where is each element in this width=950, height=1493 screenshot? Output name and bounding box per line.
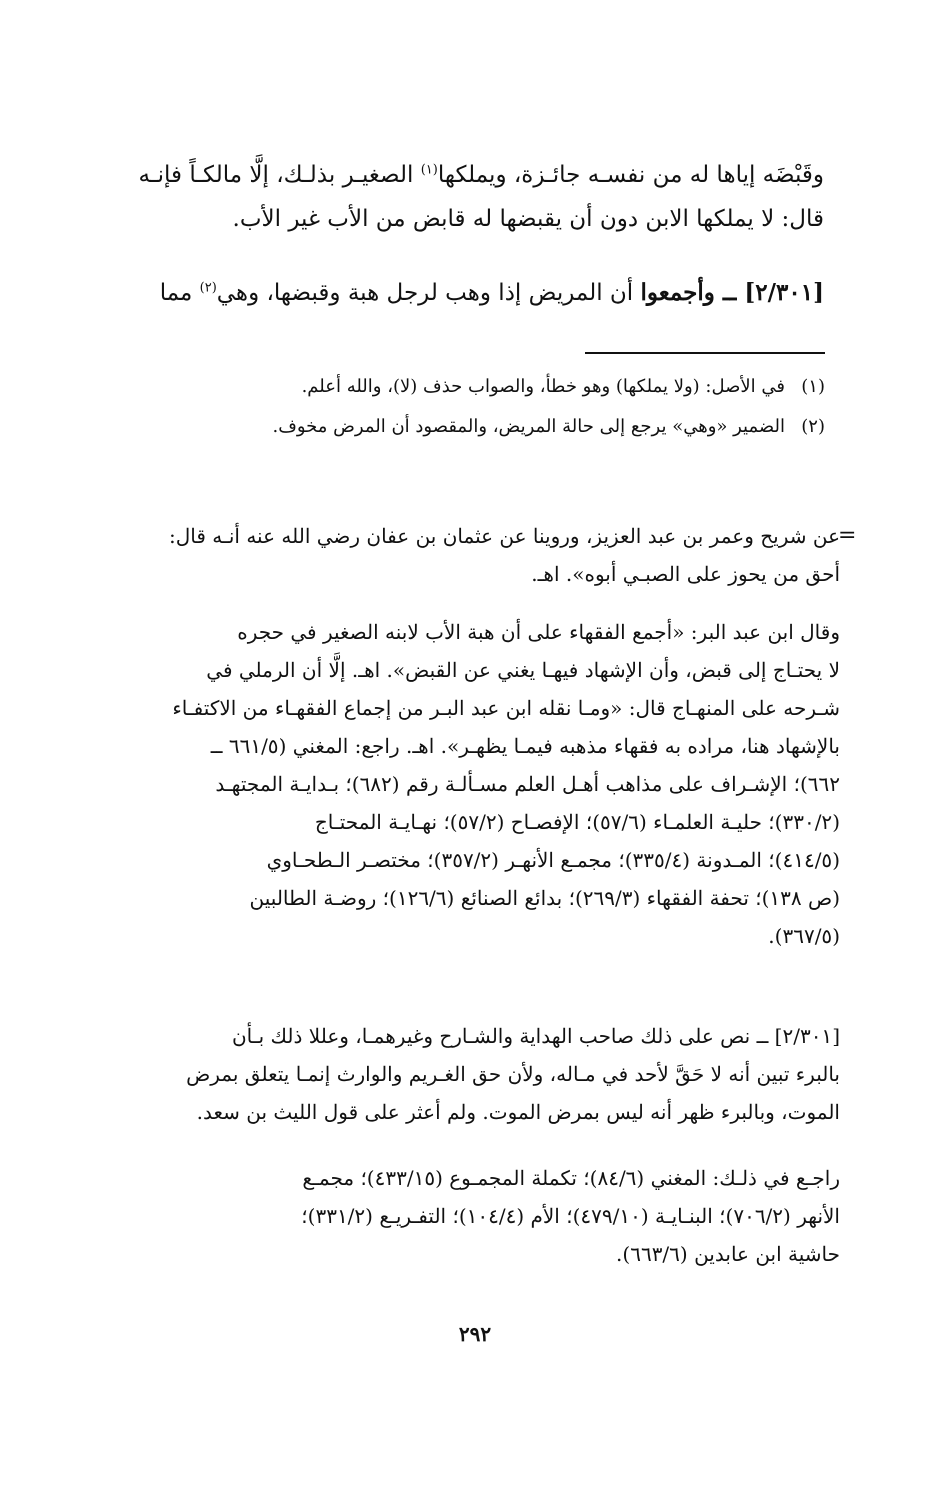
main-line-1: وقَبْضَه إياها له من نفسـه جائـزة، ويملكها$^{(١)}$ الصغيـر بذلـك، إلَّا مالكـاً فإنـه xyxy=(138,162,824,188)
commentary-paragraph-1 xyxy=(84,517,840,593)
commentary-paragraph-4 xyxy=(84,1159,840,1273)
footnote-ref-2[interactable]: (٢) xyxy=(199,280,217,296)
commentary-line: ٦٦٢)؛ الإشـراف على مذاهب أهـل العلم مسـألـة رقم (٦٨٢)؛ بـدايـة المجتهـد xyxy=(215,772,840,796)
commentary-paragraph-2 xyxy=(84,613,840,955)
commentary-line: (٣٣٠/٢)؛ حليـة العلمـاء (٥٧/٦)؛ الإفصـاح (٥٧/٢)؛ نهـايـة المحتـاج xyxy=(314,810,840,834)
commentary-line: أحق من يحوز على الصبـي أبوه». اهـ. xyxy=(531,562,840,586)
footnote-separator xyxy=(585,352,825,354)
footnote-ref-1[interactable]: (١) xyxy=(420,162,438,178)
page-number: ٢٩٢ xyxy=(458,1322,492,1346)
commentary-paragraph-3 xyxy=(84,1017,840,1131)
commentary-line: عن شريح وعمر بن عبد العزيز، وروينا عن عثمان بن عفان رضي الله عنه أنـه قال: xyxy=(168,524,840,548)
footnote-1 xyxy=(150,367,825,407)
continuation-mark: = xyxy=(838,523,857,548)
commentary-line: لا يحتـاج إلى قبض، وأن الإشهاد فيهـا يغني عن القبض». اهـ. إلَّا أن الرملي في xyxy=(206,658,840,682)
issue-reference: [٢/٣٠١] ــ وأجمعوا xyxy=(640,279,824,306)
commentary-line: راجـع في ذلـك: المغني (٨٤/٦)؛ تكملة المجمـوع (٤٣٣/١٥)؛ مجمـع xyxy=(302,1166,840,1190)
commentary-line: الموت، وبالبرء ظهر أنه ليس بمرض الموت. ولم أعثر على قول الليث بن سعد. xyxy=(196,1100,840,1124)
commentary-line: وقال ابن عبد البر: «أجمع الفقهاء على أن هبة الأب لابنه الصغير في حجره xyxy=(237,620,840,644)
commentary-line: حاشية ابن عابدين (٦٦٣/٦). xyxy=(616,1242,840,1266)
footnotes xyxy=(150,367,825,447)
commentary-line: (ص ١٣٨)؛ تحفة الفقهاء (٢٦٩/٣)؛ بدائع الصنائع (١٢٦/٦)؛ روضـة الطالبين xyxy=(249,886,840,910)
commentary-line: الأنهر (٧٠٦/٢)؛ البنـايـة (٤٧٩/١٠)؛ الأم (١٠٤/٤)؛ التفـريـع (٣٣١/٢)؛ xyxy=(301,1204,840,1228)
commentary-line: بالإشهاد هنا، مراده به فقهاء مذهبه فيمـا يظهـر». اهـ. راجع: المغني (٦٦١/٥ ــ xyxy=(210,734,840,758)
main-line-3: [٢/٣٠١] ــ وأجمعوا أن المريض إذا وهب لرجل هبة وقبضها، وهي$^{(٢)}$ مما xyxy=(159,279,824,306)
commentary-line: شـرحه على المنهـاج قال: «ومـا نقله ابن عبد البـر من إجماع الفقهـاء من الاكتفـاء xyxy=(172,696,840,720)
footnote-text: في الأصل: (ولا يملكها) وهو خطأ، والصواب حذف (لا)، والله أعلم. xyxy=(301,376,785,397)
main-line-2: قال: لا يملكها الابن دون أن يقبضها له قابض من الأب غير الأب. xyxy=(232,206,824,232)
main-text xyxy=(84,153,824,241)
main-text-issue xyxy=(84,271,824,315)
footnote-number: (٢) xyxy=(801,416,825,437)
commentary-line: [٢/٣٠١] ــ نص على ذلك صاحب الهداية والشـارح وغيرهمـا، وعللا ذلك بـأن xyxy=(231,1024,840,1048)
footnote-2 xyxy=(150,407,825,447)
commentary-line: بالبرء تبين أنه لا حَقَّ لأحد في مـاله، ولأن حق الغـريم والوارث إنمـا يتعلق بمرض xyxy=(186,1062,840,1086)
footnote-text: الضمير «وهي» يرجع إلى حالة المريض، والمقصود أن المرض مخوف. xyxy=(272,416,785,437)
commentary-line: (٣٦٧/٥). xyxy=(768,924,840,948)
footnote-number: (١) xyxy=(801,376,825,397)
commentary-line: (٤١٤/٥)؛ المـدونة (٣٣٥/٤)؛ مجمـع الأنهـر (٣٥٧/٢)؛ مختصـر الـطحـاوي xyxy=(266,848,840,872)
